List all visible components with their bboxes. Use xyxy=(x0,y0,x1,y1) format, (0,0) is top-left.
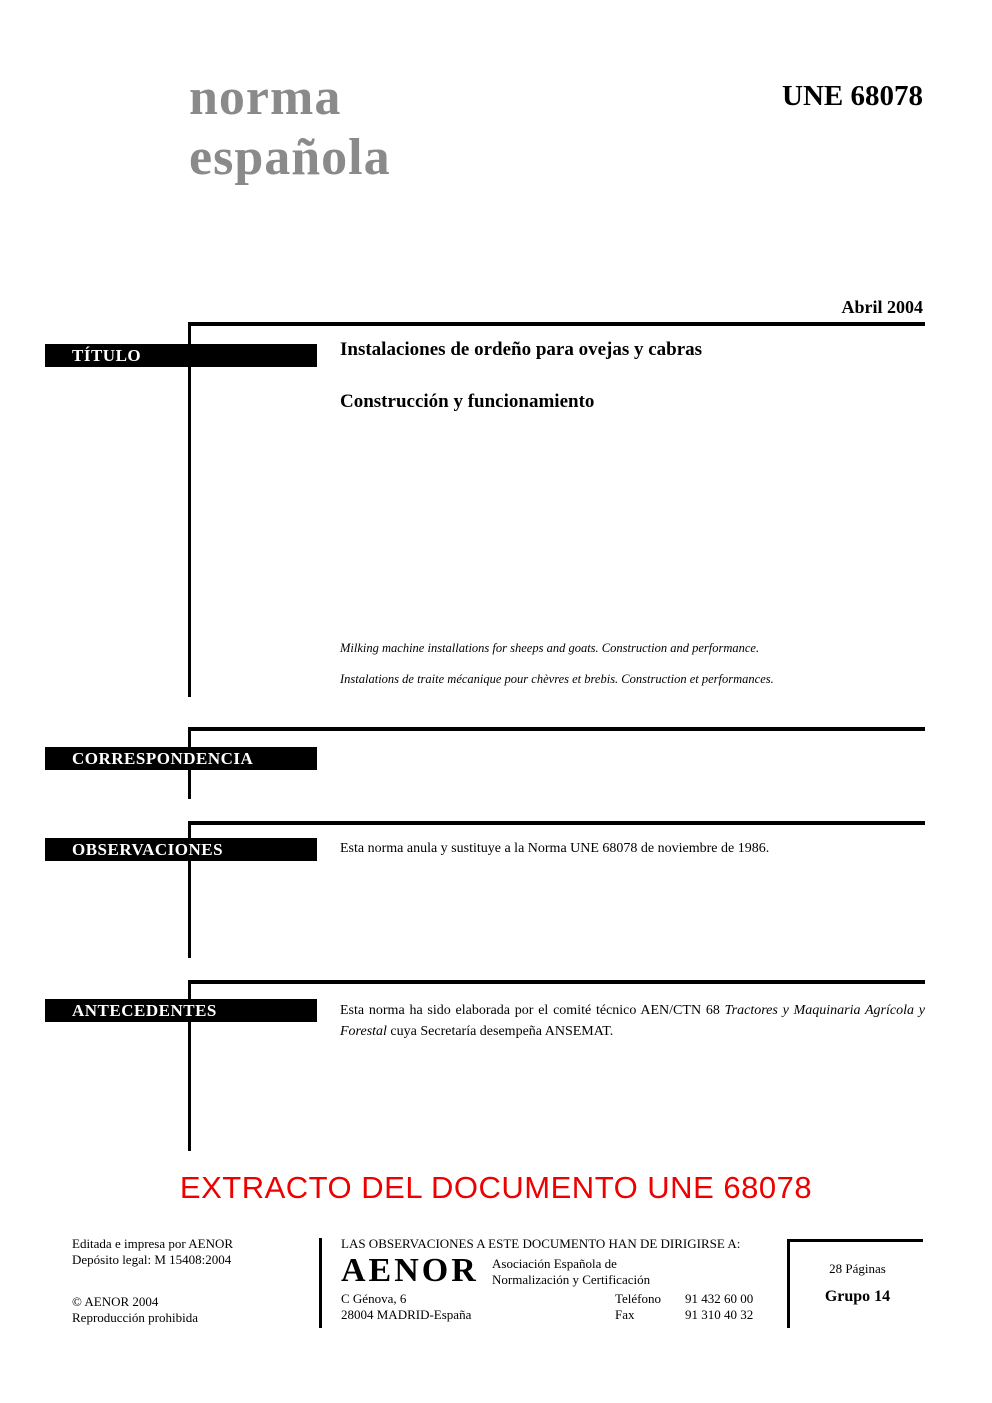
titulo-vertical-rule xyxy=(188,322,191,697)
antecedentes-text-part2: cuya Secretaría desempeña ANSEMAT. xyxy=(386,1024,614,1039)
title-line-2: Construcción y funcionamiento xyxy=(340,391,595,412)
footer-address-line-1: C Génova, 6 xyxy=(341,1291,407,1306)
observaciones-label-bar xyxy=(45,838,317,861)
footer-box-top-rule xyxy=(787,1239,923,1242)
extract-banner: EXTRACTO DEL DOCUMENTO UNE 68078 xyxy=(179,1170,813,1205)
aenor-org-name xyxy=(492,1256,650,1288)
correspondencia-top-rule xyxy=(188,727,925,731)
observaciones-top-rule xyxy=(188,821,925,825)
aenor-logo: AENOR xyxy=(341,1252,479,1289)
issue-date: Abril 2004 xyxy=(841,297,923,317)
title-english: Milking machine installations for sheeps and goats. Construction and performance. xyxy=(340,641,760,655)
antecedentes-label-bar xyxy=(45,999,317,1022)
antecedentes-top-rule xyxy=(188,980,925,984)
titulo-top-rule xyxy=(188,322,925,326)
footer-divider-left xyxy=(319,1238,322,1328)
org-name-line-2: Normalización y Certificación xyxy=(492,1272,651,1287)
correspondencia-label: CORRESPONDENCIA xyxy=(72,748,254,768)
observaciones-text: Esta norma anula y sustituye a la Norma UNE 68078 de noviembre de 1986. xyxy=(340,841,770,856)
titulo-label: TÍTULO xyxy=(72,345,142,365)
title-line-1: Instalaciones de ordeño para ovejas y cabras xyxy=(340,339,703,360)
norma-espanola-logo xyxy=(189,68,391,188)
footer-reproduction: Reproducción prohibida xyxy=(72,1310,198,1325)
org-name-line-1: Asociación Española de xyxy=(492,1256,617,1271)
brand-line-1: norma xyxy=(189,69,342,126)
footer-published-by: Editada e impresa por AENOR xyxy=(72,1236,234,1251)
document-code: UNE 68078 xyxy=(782,80,923,112)
title-french: Instalations de traite mécanique pour chèvres et brebis. Construction et performances. xyxy=(340,672,774,686)
footer-group: Grupo 14 xyxy=(824,1288,891,1305)
footer-fax-label: Fax xyxy=(615,1307,635,1322)
antecedentes-text xyxy=(340,1000,925,1042)
footer-address-line-2: 28004 MADRID-España xyxy=(341,1307,472,1322)
footer-pages: 28 Páginas xyxy=(829,1261,886,1276)
antecedentes-text-part1: Esta norma ha sido elaborada por el comité técnico AEN/CTN 68 xyxy=(340,1003,725,1018)
brand-line-2: española xyxy=(189,129,391,186)
titulo-label-bar xyxy=(45,344,317,367)
correspondencia-label-bar xyxy=(45,747,317,770)
footer-legal-deposit: Depósito legal: M 15408:2004 xyxy=(72,1252,232,1267)
footer-phone-value: 91 432 60 00 xyxy=(685,1291,754,1306)
observaciones-label: OBSERVACIONES xyxy=(72,839,224,859)
footer-copyright: © AENOR 2004 xyxy=(72,1294,159,1309)
footer-remarks-notice: LAS OBSERVACIONES A ESTE DOCUMENTO HAN DE DIRIGIRSE A: xyxy=(341,1236,741,1251)
antecedentes-text-italic: Tractores y Maquinaria Agrícola y Forestal xyxy=(340,1003,925,1039)
footer-phone-label: Teléfono xyxy=(615,1291,662,1306)
antecedentes-label: ANTECEDENTES xyxy=(72,1000,217,1020)
footer-fax-value: 91 310 40 32 xyxy=(685,1307,754,1322)
footer-box-left-rule xyxy=(787,1239,790,1328)
